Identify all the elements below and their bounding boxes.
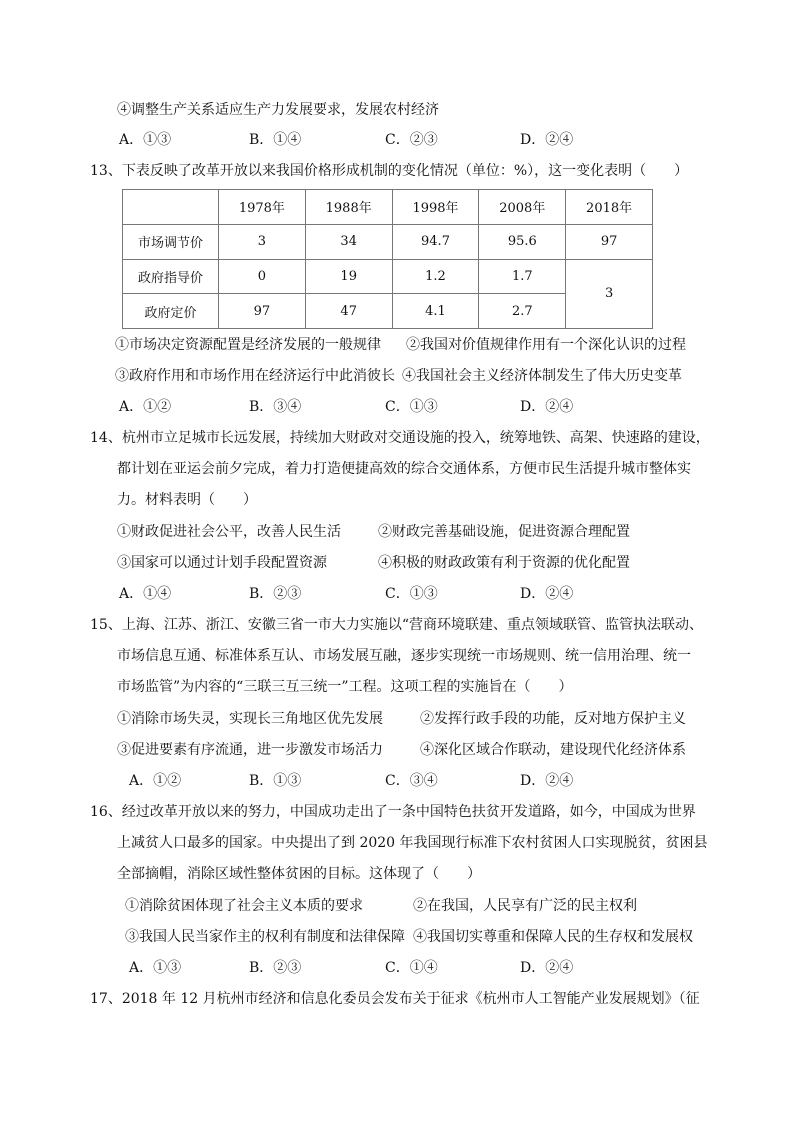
q15-statement-2: ②发挥行政手段的功能，反对地方保护主义 xyxy=(420,711,686,727)
q15-option-d: D．②④ xyxy=(520,773,574,789)
table-cell: 1.2 xyxy=(392,259,479,294)
q16-statement-4: ④我国切实尊重和保障人民的生存权和发展权 xyxy=(413,929,693,945)
table-cell: 95.6 xyxy=(479,224,566,259)
q16-stem-line-1: 16、经过改革开放以来的努力，中国成功走出了一条中国特色扶贫开发道路，如今，中国成为世界 xyxy=(90,804,696,820)
table-row-label: 政府定价 xyxy=(123,294,219,329)
table-corner-cell xyxy=(123,190,219,225)
q12-option-d: D．②④ xyxy=(520,132,574,148)
q15-option-c: C．③④ xyxy=(385,773,438,789)
table-row xyxy=(123,259,653,294)
q13-stem: 13、下表反映了改革开放以来我国价格形成机制的变化情况（单位：%），这一变化表明（ ） xyxy=(90,163,689,179)
q13-option-b: B．③④ xyxy=(249,399,302,415)
table-cell: 19 xyxy=(305,259,392,294)
table-cell: 97 xyxy=(219,294,306,329)
q14-option-b: B．②③ xyxy=(249,586,302,602)
q16-statement-1: ①消除贫困体现了社会主义本质的要求 xyxy=(125,898,363,914)
table-cell: 0 xyxy=(219,259,306,294)
q15-stem-line-3: 市场监管”为内容的“三联三互三统一”工程。这项工程的实施旨在（ ） xyxy=(117,679,573,695)
q12-statement-4: ④调整生产关系适应生产力发展要求，发展农村经济 xyxy=(117,102,439,118)
q14-statement-1: ①财政促进社会公平，改善人民生活 xyxy=(117,524,341,540)
q13-statement-3: ③政府作用和市场作用在经济运行中此消彼长 xyxy=(115,368,395,384)
q15-option-a: A．①② xyxy=(129,773,182,789)
q13-option-c: C．①③ xyxy=(385,399,438,415)
q16-option-b: B．②③ xyxy=(249,960,302,976)
q16-option-d: D．②④ xyxy=(520,960,574,976)
q15-statement-1: ①消除市场失灵，实现长三角地区优先发展 xyxy=(117,711,383,727)
q12-option-b: B．①④ xyxy=(249,132,302,148)
table-cell: 34 xyxy=(305,224,392,259)
q13-option-d: D．②④ xyxy=(520,399,574,415)
table-row-header xyxy=(123,190,653,225)
q12-option-a: A．①③ xyxy=(119,132,172,148)
q14-stem-line-1: 14、杭州市立足城市长远发展，持续加大财政对交通设施的投入，统筹地铁、高架、快速路的建设， xyxy=(90,430,710,446)
table-cell-merged: 3 xyxy=(566,259,653,329)
price-mechanism-table xyxy=(122,189,653,329)
q16-stem-line-3: 全部摘帽，消除区域性整体贫困的目标。这体现了（ ） xyxy=(117,866,481,882)
table-row-label: 政府指导价 xyxy=(123,259,219,294)
q13-statement-4: ④我国社会主义经济体制发生了伟大历史变革 xyxy=(402,368,682,384)
q15-statement-4: ④深化区域合作联动，建设现代化经济体系 xyxy=(420,742,686,758)
q15-stem-line-2: 市场信息互通、标准体系互认、市场发展互融，逐步实现统一市场规则、统一信用治理、统一 xyxy=(117,648,691,664)
q14-option-d: D．②④ xyxy=(520,586,574,602)
table-cell: 47 xyxy=(305,294,392,329)
table-cell: 4.1 xyxy=(392,294,479,329)
q12-option-c: C．②③ xyxy=(385,132,438,148)
table-header-year: 2018年 xyxy=(566,190,653,225)
q14-statement-3: ③国家可以通过计划手段配置资源 xyxy=(117,555,327,571)
q13-statement-1: ①市场决定资源配置是经济发展的一般规律 xyxy=(115,337,381,353)
q14-statement-4: ④积极的财政政策有利于资源的优化配置 xyxy=(378,555,630,571)
q16-option-c: C．①④ xyxy=(385,960,438,976)
q15-statement-3: ③促进要素有序流通，进一步激发市场活力 xyxy=(117,742,383,758)
table-cell: 3 xyxy=(219,224,306,259)
table-header-year: 1998年 xyxy=(392,190,479,225)
table-header-year: 1988年 xyxy=(305,190,392,225)
q17-stem-line-1: 17、2018 年 12 月杭州市经济和信息化委员会发布关于征求《杭州市人工智能产业发展规划》（征 xyxy=(90,991,700,1007)
table-cell: 1.7 xyxy=(479,259,566,294)
table-cell: 94.7 xyxy=(392,224,479,259)
q14-stem-line-2: 都计划在亚运会前夕完成，着力打造便捷高效的综合交通体系，方便市民生活提升城市整体实 xyxy=(117,461,691,477)
q15-stem-line-1: 15、上海、江苏、浙江、安徽三省一市大力实施以“营商环境联建、重点领域联管、监管执法联动、 xyxy=(90,617,703,633)
q14-option-a: A．①④ xyxy=(119,586,172,602)
q13-statement-2: ②我国对价值规律作用有一个深化认识的过程 xyxy=(406,337,686,353)
q14-statement-2: ②财政完善基础设施，促进资源合理配置 xyxy=(378,524,630,540)
table-cell: 97 xyxy=(566,224,653,259)
q14-stem-line-3: 力。材料表明（ ） xyxy=(117,492,257,508)
q16-stem-line-2: 上减贫人口最多的国家。中央提出了到 2020 年我国现行标准下农村贫困人口实现脱贫，贫困县 xyxy=(117,835,708,851)
q13-option-a: A．①② xyxy=(119,399,172,415)
table-header-year: 1978年 xyxy=(219,190,306,225)
q14-option-c: C．①③ xyxy=(385,586,438,602)
table-cell: 2.7 xyxy=(479,294,566,329)
q15-option-b: B．①③ xyxy=(249,773,302,789)
q16-statement-2: ②在我国，人民享有广泛的民主权利 xyxy=(413,898,637,914)
table-row-label: 市场调节价 xyxy=(123,224,219,259)
q16-statement-3: ③我国人民当家作主的权利有制度和法律保障 xyxy=(125,929,405,945)
q16-option-a: A．①③ xyxy=(129,960,182,976)
table-header-year: 2008年 xyxy=(479,190,566,225)
table-row xyxy=(123,224,653,259)
